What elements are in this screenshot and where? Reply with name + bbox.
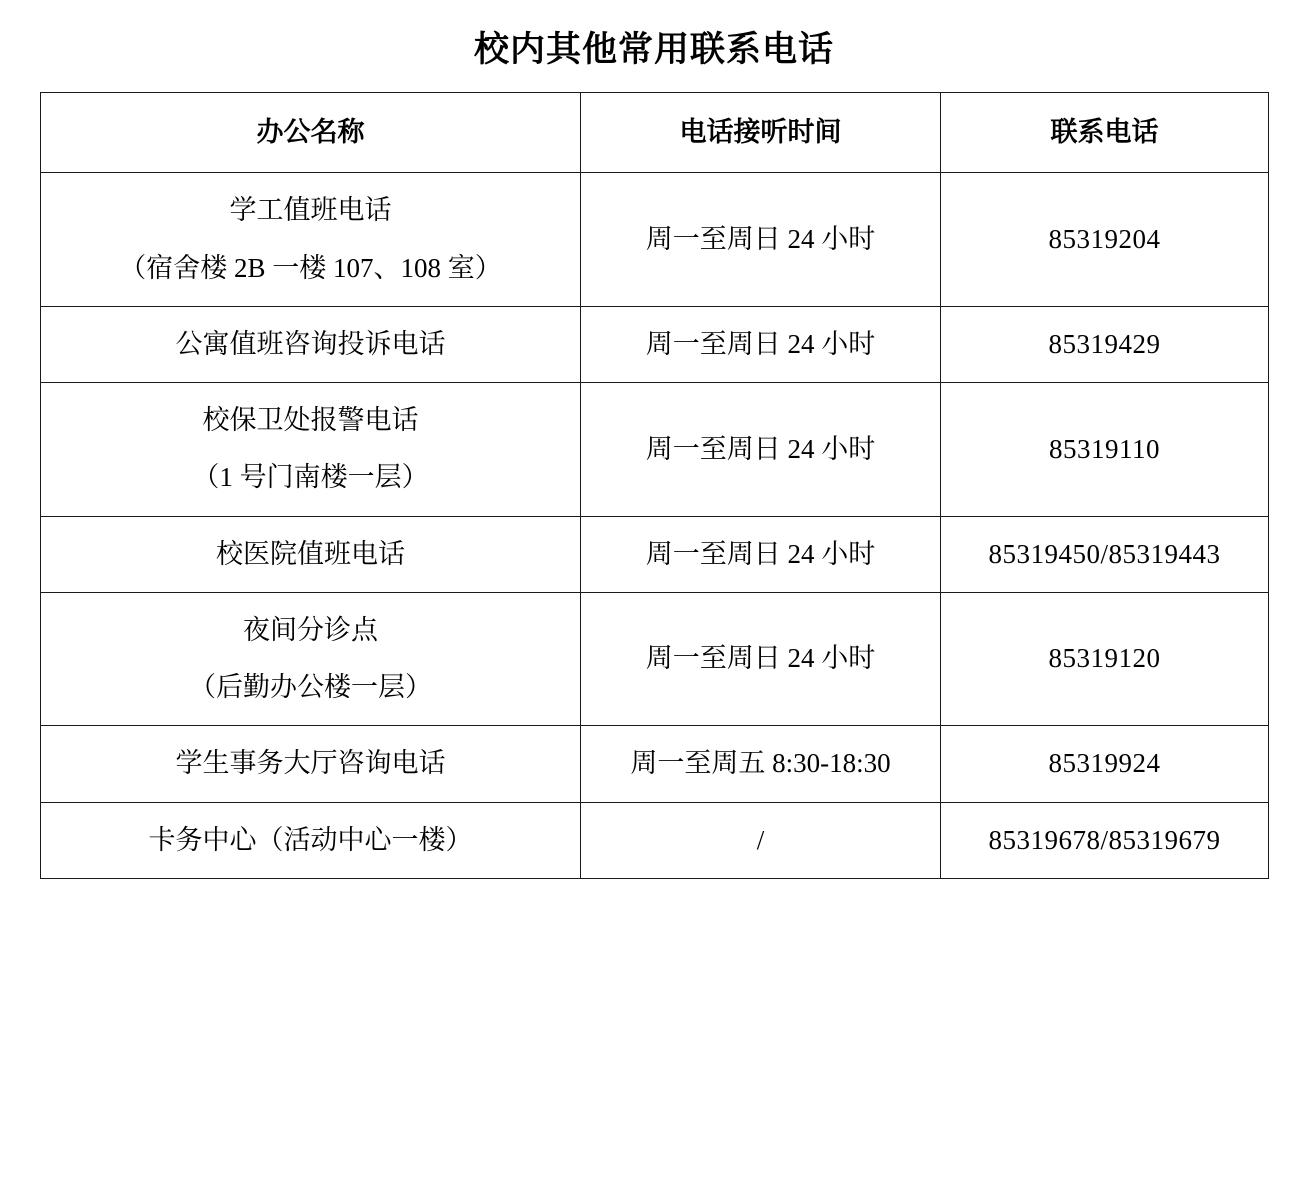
table-header-row <box>41 93 1269 173</box>
cell-office <box>41 383 581 517</box>
cell-phone <box>941 592 1269 726</box>
contact-phone-table <box>40 92 1269 879</box>
office-line: 学生事务大厅咨询电话 <box>175 748 446 779</box>
phone-line: 85319450/85319443 <box>988 538 1221 569</box>
table-row <box>41 383 1269 517</box>
office-line: （1 号门南楼一层） <box>192 462 429 493</box>
contact-table-container <box>40 92 1268 879</box>
time-line: 周一至周日 24 小时 <box>645 328 876 359</box>
table-row <box>41 802 1269 878</box>
time-line: 周一至周日 24 小时 <box>645 223 876 254</box>
document-page <box>0 22 1308 1204</box>
cell-time <box>581 173 941 307</box>
phone-line: 85319678/85319679 <box>988 824 1221 855</box>
phone-line: 85319924 <box>1048 748 1161 779</box>
cell-time <box>581 802 941 878</box>
table-row <box>41 592 1269 726</box>
page-title: 校内其他常用联系电话 <box>473 30 834 69</box>
cell-phone <box>941 726 1269 802</box>
phone-line: 85319110 <box>1049 433 1160 464</box>
time-line: / <box>756 824 765 855</box>
phone-line: 85319204 <box>1048 223 1161 254</box>
office-line: 公寓值班咨询投诉电话 <box>175 328 446 359</box>
cell-time <box>581 592 941 726</box>
column-header-phone: 联系电话 <box>941 93 1269 173</box>
office-line: 夜间分诊点 <box>243 614 378 645</box>
cell-time <box>581 306 941 382</box>
column-header-time: 电话接听时间 <box>581 93 941 173</box>
office-line: （后勤办公楼一层） <box>189 672 432 702</box>
table-row <box>41 516 1269 592</box>
table-header <box>41 93 1269 173</box>
cell-office <box>41 173 581 307</box>
column-header-office: 办公名称 <box>41 93 581 173</box>
office-line: 卡务中心（活动中心一楼） <box>148 824 473 855</box>
cell-office <box>41 306 581 382</box>
time-line: 周一至周日 24 小时 <box>645 538 876 569</box>
time-line: 周一至周日 24 小时 <box>645 643 876 674</box>
office-line: 学工值班电话 <box>229 195 392 226</box>
time-line: 周一至周日 24 小时 <box>645 433 876 464</box>
office-line: 校医院值班电话 <box>216 538 405 569</box>
time-line: 周一至周五 8:30-18:30 <box>630 748 891 779</box>
cell-phone <box>941 173 1269 307</box>
cell-office <box>41 592 581 726</box>
cell-phone <box>941 516 1269 592</box>
office-line: （宿舍楼 2B 一楼 107、108 室） <box>119 252 502 283</box>
cell-office <box>41 802 581 878</box>
cell-office <box>41 516 581 592</box>
cell-time <box>581 726 941 802</box>
cell-time <box>581 516 941 592</box>
cell-phone <box>941 802 1269 878</box>
table-body <box>41 173 1269 879</box>
cell-time <box>581 383 941 517</box>
cell-phone <box>941 383 1269 517</box>
cell-office <box>41 726 581 802</box>
office-line: 校保卫处报警电话 <box>202 405 419 435</box>
table-row <box>41 173 1269 307</box>
table-row <box>41 306 1269 382</box>
phone-line: 85319120 <box>1048 643 1161 674</box>
cell-phone <box>941 306 1269 382</box>
phone-line: 85319429 <box>1048 328 1161 359</box>
table-row <box>41 726 1269 802</box>
